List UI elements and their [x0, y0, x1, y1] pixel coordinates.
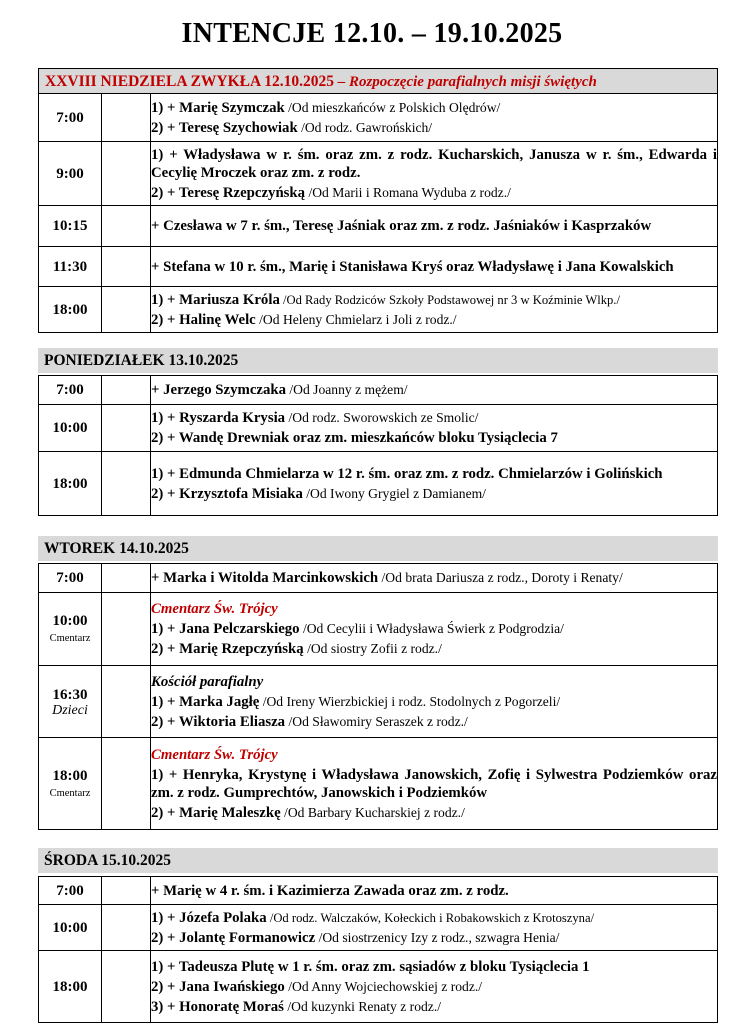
- schedule-table-tuesday: [38, 563, 718, 830]
- empty-cell: [102, 376, 151, 405]
- table-row: [39, 206, 718, 247]
- intention-line: 1) + Ryszarda Krysia /Od rodz. Sworowskich ze Smolic/: [151, 410, 479, 426]
- mass-time: 10:00: [39, 405, 102, 452]
- mass-time: 7:00: [39, 376, 102, 405]
- mass-time: 10:15: [39, 206, 102, 247]
- mass-time: 7:00: [39, 877, 102, 905]
- mass-time: 18:00: [39, 951, 102, 1023]
- intention-line: 1) + Henryka, Krystynę i Władysława Janowskich, Zofię i Sylwestra Podziemków oraz zm. z rodz. Gumprechtów, Janowskich i Podziemków: [151, 766, 717, 801]
- page-title: INTENCJE 12.10. – 19.10.2025: [181, 18, 563, 49]
- intentions-cell: [151, 666, 718, 738]
- intention-line: 2) + Marię Rzepczyńską /Od siostry Zofii z rodz./: [151, 641, 442, 657]
- empty-cell: [102, 405, 151, 452]
- schedule-table-wednesday: [38, 876, 718, 1023]
- intention-line: + Marka i Witolda Marcinkowskich /Od brata Dariusza z rodz., Doroty i Renaty/: [151, 570, 623, 586]
- table-row: [39, 94, 718, 142]
- table-row: [39, 951, 718, 1023]
- mass-time: 18:00: [39, 287, 102, 333]
- intention-line: 1) + Tadeusza Plutę w 1 r. śm. oraz zm. sąsiadów z bloku Tysiąclecia 1: [151, 958, 590, 975]
- table-row: [39, 905, 718, 951]
- intentions-cell: [151, 951, 718, 1023]
- intention-line: 2) + Marię Maleszkę /Od Barbary Kucharskiej z rodz./: [151, 804, 465, 821]
- sunday-heading: XXVIII NIEDZIELA ZWYKŁA 12.10.2025: [45, 73, 334, 90]
- table-row: [39, 452, 718, 516]
- empty-cell: [102, 247, 151, 287]
- table-row: [39, 593, 718, 666]
- mass-group-note: Dzieci: [52, 702, 88, 718]
- mass-time-cell: [39, 738, 102, 830]
- intention-line: + Stefana w 10 r. śm., Marię i Stanisława Kryś oraz Władysławę i Jana Kowalskich: [151, 258, 674, 275]
- intention-line: 2) + Krzysztofa Misiaka /Od Iwony Grygiel z Damianem/: [151, 485, 486, 502]
- table-row: [39, 287, 718, 333]
- intention-line: 2) + Teresę Rzepczyńską /Od Marii i Romana Wyduba z rodz./: [151, 184, 511, 201]
- mass-location-note: Cmentarz: [49, 787, 91, 799]
- intentions-cell: [151, 206, 718, 247]
- intention-line: 2) + Wiktoria Eliasza /Od Sławomiry Seraszek z rodz./: [151, 713, 468, 730]
- mass-time: 9:00: [39, 142, 102, 206]
- mass-place: Cmentarz Św. Trójcy: [151, 746, 278, 763]
- sunday-subheading: – Rozpoczęcie parafialnych misji świętych: [333, 74, 597, 90]
- mass-time: 7:00: [39, 94, 102, 142]
- mass-time: 10:00: [52, 613, 88, 629]
- intention-line: 3) + Honoratę Moraś /Od kuzynki Renaty z rodz./: [151, 998, 441, 1015]
- intention-line: 1) + Jana Pelczarskiego /Od Cecylii i Władysława Świerk z Podgrodzia/: [151, 621, 564, 637]
- intentions-cell: [151, 376, 718, 405]
- intention-line: 1) + Edmunda Chmielarza w 12 r. śm. oraz zm. z rodz. Chmielarzów i Golińskich: [151, 465, 663, 482]
- mass-time: 7:00: [39, 564, 102, 593]
- intentions-cell: [151, 905, 718, 951]
- mass-place: Kościół parafialny: [151, 673, 264, 690]
- intentions-cell: [151, 94, 718, 142]
- intention-line: 1) + Władysława w r. śm. oraz zm. z rodz. Kucharskich, Janusza w r. śm., Edwarda i Cecylię Mroczek oraz zm. z rodz.: [151, 146, 717, 181]
- intention-line: 1) + Józefa Polaka /Od rodz. Walczaków, Kołeckich i Robakowskich z Krotoszyna/: [151, 909, 595, 926]
- empty-cell: [102, 564, 151, 593]
- schedule-table-sunday: [38, 93, 718, 333]
- intention-line: 2) + Teresę Szychowiak /Od rodz. Gawrońskich/: [151, 119, 433, 136]
- mass-time-cell: [39, 593, 102, 666]
- section-heading-monday: PONIEDZIAŁEK 13.10.2025: [38, 348, 718, 373]
- mass-time: 18:00: [39, 452, 102, 516]
- intentions-cell: [151, 405, 718, 452]
- intention-line: + Marię w 4 r. śm. i Kazimierza Zawada oraz zm. z rodz.: [151, 882, 509, 899]
- empty-cell: [102, 593, 151, 666]
- intentions-cell: [151, 593, 718, 666]
- section-heading-sunday: [38, 68, 718, 93]
- intention-line: 1) + Marię Szymczak /Od mieszkańców z Polskich Olędrów/: [151, 99, 501, 116]
- mass-time: 16:30: [52, 686, 88, 703]
- empty-cell: [102, 905, 151, 951]
- intentions-cell: [151, 247, 718, 287]
- mass-time-cell: [39, 666, 102, 738]
- empty-cell: [102, 951, 151, 1023]
- mass-place: Cmentarz Św. Trójcy: [151, 601, 278, 617]
- section-heading-wednesday: ŚRODA 15.10.2025: [38, 848, 718, 873]
- intentions-cell: [151, 738, 718, 830]
- table-row: [39, 247, 718, 287]
- empty-cell: [102, 142, 151, 206]
- section-heading-tuesday: WTOREK 14.10.2025: [38, 536, 718, 561]
- table-row: [39, 564, 718, 593]
- mass-time: 11:30: [39, 247, 102, 287]
- table-row: [39, 666, 718, 738]
- intention-line: 2) + Halinę Welc /Od Heleny Chmielarz i Joli z rodz./: [151, 311, 457, 328]
- intentions-cell: [151, 564, 718, 593]
- intention-line: 1) + Marka Jagłę /Od Ireny Wierzbickiej i rodz. Stodolnych z Pogorzeli/: [151, 693, 561, 710]
- table-row: [39, 877, 718, 905]
- table-row: [39, 376, 718, 405]
- empty-cell: [102, 94, 151, 142]
- intention-line: 2) + Wandę Drewniak oraz zm. mieszkańców bloku Tysiąclecia 7: [151, 430, 558, 446]
- table-row: [39, 142, 718, 206]
- intention-line: + Czesława w 7 r. śm., Teresę Jaśniak oraz zm. z rodz. Jaśniaków i Kasprzaków: [151, 218, 652, 234]
- table-row: [39, 738, 718, 830]
- intentions-cell: [151, 452, 718, 516]
- intention-line: 2) + Jolantę Formanowicz /Od siostrzenicy Izy z rodz., szwagra Henia/: [151, 929, 560, 946]
- mass-location-note: Cmentarz: [49, 633, 91, 644]
- empty-cell: [102, 666, 151, 738]
- empty-cell: [102, 877, 151, 905]
- mass-time: 10:00: [39, 905, 102, 951]
- table-row: [39, 405, 718, 452]
- empty-cell: [102, 287, 151, 333]
- intention-line: + Jerzego Szymczaka /Od Joanny z mężem/: [151, 382, 408, 398]
- mass-time: 18:00: [52, 767, 88, 784]
- intention-line: 1) + Mariusza Króla /Od Rady Rodziców Szkoły Podstawowej nr 3 w Koźminie Wlkp./: [151, 291, 620, 308]
- intentions-cell: [151, 877, 718, 905]
- intention-line: 2) + Jana Iwańskiego /Od Anny Wojciechowskiej z rodz./: [151, 978, 483, 995]
- empty-cell: [102, 738, 151, 830]
- schedule-table-monday: [38, 375, 718, 516]
- empty-cell: [102, 206, 151, 247]
- intentions-cell: [151, 142, 718, 206]
- intentions-cell: [151, 287, 718, 333]
- empty-cell: [102, 452, 151, 516]
